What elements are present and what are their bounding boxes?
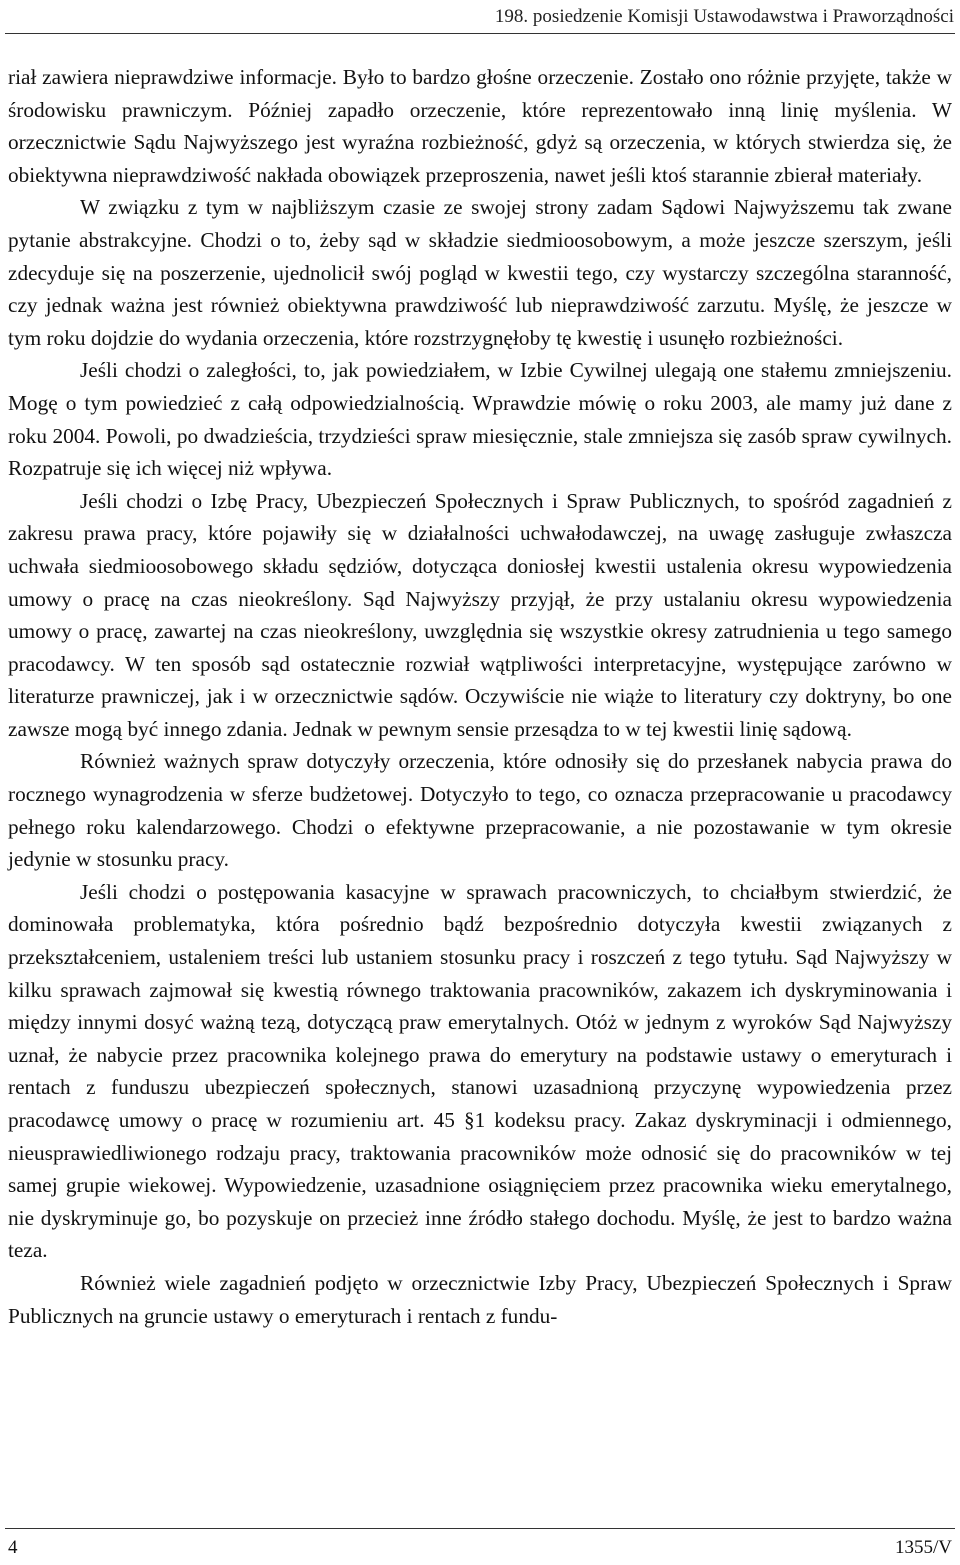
print-code: 1355/V: [895, 1537, 952, 1558]
running-header-title: 198. posiedzenie Komisji Ustawodawstwa i Praworządności: [494, 6, 954, 27]
paragraph: Jeśli chodzi o zaległości, to, jak powiedziałem, w Izbie Cywilnej ulegają one stałemu zmniejszeniu. Mogę o tym powiedzieć z całą odpowiedzialnością. Wprawdzie mówię o roku 2003, ale mamy już dane z roku 2004. Powoli, po dwadzieścia, trzydzieści spraw miesięcznie, stale zmniejsza się zasób spraw cywilnych. Rozpatruje się ich więcej niż wpływa.: [8, 358, 952, 481]
running-header: [0, 6, 960, 28]
paragraph: Również ważnych spraw dotyczyły orzeczenia, które odnosiły się do przesłanek nabycia prawa do rocznego wynagrodzenia w sferze budżetowej. Dotyczyło to tego, co oznacza przepracowanie u pracodawcy pełnego roku kalendarzowego. Chodzi o efektywne przepracowanie, a nie pozostawanie w tym okresie jedynie w stosunku pracy.: [8, 749, 952, 872]
paragraph: W związku z tym w najbliższym czasie ze swojej strony zadam Sądowi Najwyższemu tak zwane pytanie abstrakcyjne. Chodzi o to, żeby sąd w składzie siedmioosobowym, a może jeszcze szerszym, jeśli zdecyduje się na poszerzenie, ujednolicił swój pogląd w kwestii tego, czy wystarczy szczególna staranność, czy jednak ważna jest również obiektywna prawdziwość lub nieprawdziwość zarzutu. Myślę, że jeszcze w tym roku dojdzie do wydania orzeczenia, które rozstrzygnęłoby tę kwestię i usunęło rozbieżności.: [8, 195, 952, 350]
document-body: [8, 61, 952, 1332]
paragraph: Również wiele zagadnień podjęto w orzecznictwie Izby Pracy, Ubezpieczeń Społecznych i Spraw Publicznych na gruncie ustawy o emeryturach i rentach z fundu-: [8, 1270, 952, 1328]
header-divider: [5, 33, 955, 34]
footer-divider: [5, 1528, 955, 1529]
paragraph: riał zawiera nieprawdziwe informacje. Było to bardzo głośne orzeczenie. Zostało ono różnie przyjęte, także w środowisku prawniczym. Później zapadło orzeczenie, które reprezentowało inną linię myślenia. W orzecznictwie Sądu Najwyższego jest wyraźna rozbieżność, gdyż są orzeczenia, w których stwierdza się, że obiektywna nieprawdziwość nakłada obowiązek przeproszenia, nawet jeśli ktoś starannie zbierał materiały.: [8, 65, 952, 187]
page-number: 4: [8, 1537, 18, 1558]
paragraph: Jeśli chodzi o Izbę Pracy, Ubezpieczeń Społecznych i Spraw Publicznych, to spośród zagadnień z zakresu prawa pracy, które pojawiły się w działalności uchwałodawczej, na uwagę zasługuje zwłaszcza uchwała siedmioosobowego składu sędziów, dotycząca doniosłej kwestii ustalenia okresu wypowiedzenia umowy o pracę na czas nieokreślony. Sąd Najwyższy przyjął, że przy ustalaniu okresu wypowiedzenia umowy o pracę, zawartej na czas nieokreślony, uwzględnia się wszystkie okresy zatrudnienia u tego samego pracodawcy. W ten sposób sąd ostatecznie rozwiał wątpliwości interpretacyjne, występujące zarówno w literaturze prawniczej, jak i w orzecznictwie sądów. Oczywiście nie wiąże to literatury czy doktryny, bo one zawsze mogą być innego zdania. Jednak w pewnym sensie przesądza to w tej kwestii linię sądową.: [8, 488, 952, 741]
paragraph: Jeśli chodzi o postępowania kasacyjne w sprawach pracowniczych, to chciałbym stwierdzić, że dominowała problematyka, która pośrednio bądź bezpośrednio dotyczyła kwestii związanych z przekształceniem, ustaleniem treści lub ustaniem stosunku pracy i roszczeń z tego tytułu. Sąd Najwyższy w kilku sprawach zajmował się kwestią równego traktowania pracowników, zakazem ich dyskryminowania i między innymi dosyć ważną tezą, dotyczącą praw emerytalnych. Otóż w jednym z wyroków Sąd Najwyższy uznał, że nabycie przez pracownika kolejnego prawa do emerytury na podstawie ustawy o emeryturach i rentach z funduszu ubezpieczeń społecznych, stanowi uzasadnioną przyczynę wypowiedzenia przez pracodawcę umowy o pracę w rozumieniu art. 45 §1 kodeksu pracy. Zakaz dyskryminacji i odmiennego, nieusprawiedliwionego rodzaju pracy, traktowania pracowników może odnosić się do pracowników w tej samej grupie wiekowej. Wypowiedzenie, uzasadnione osiągnięciem przez pracownika wieku emerytalnego, nie dyskryminuje go, bo pozyskuje on przecież inne źródło stałego dochodu. Myślę, że jest to bardzo ważna teza.: [8, 879, 952, 1263]
